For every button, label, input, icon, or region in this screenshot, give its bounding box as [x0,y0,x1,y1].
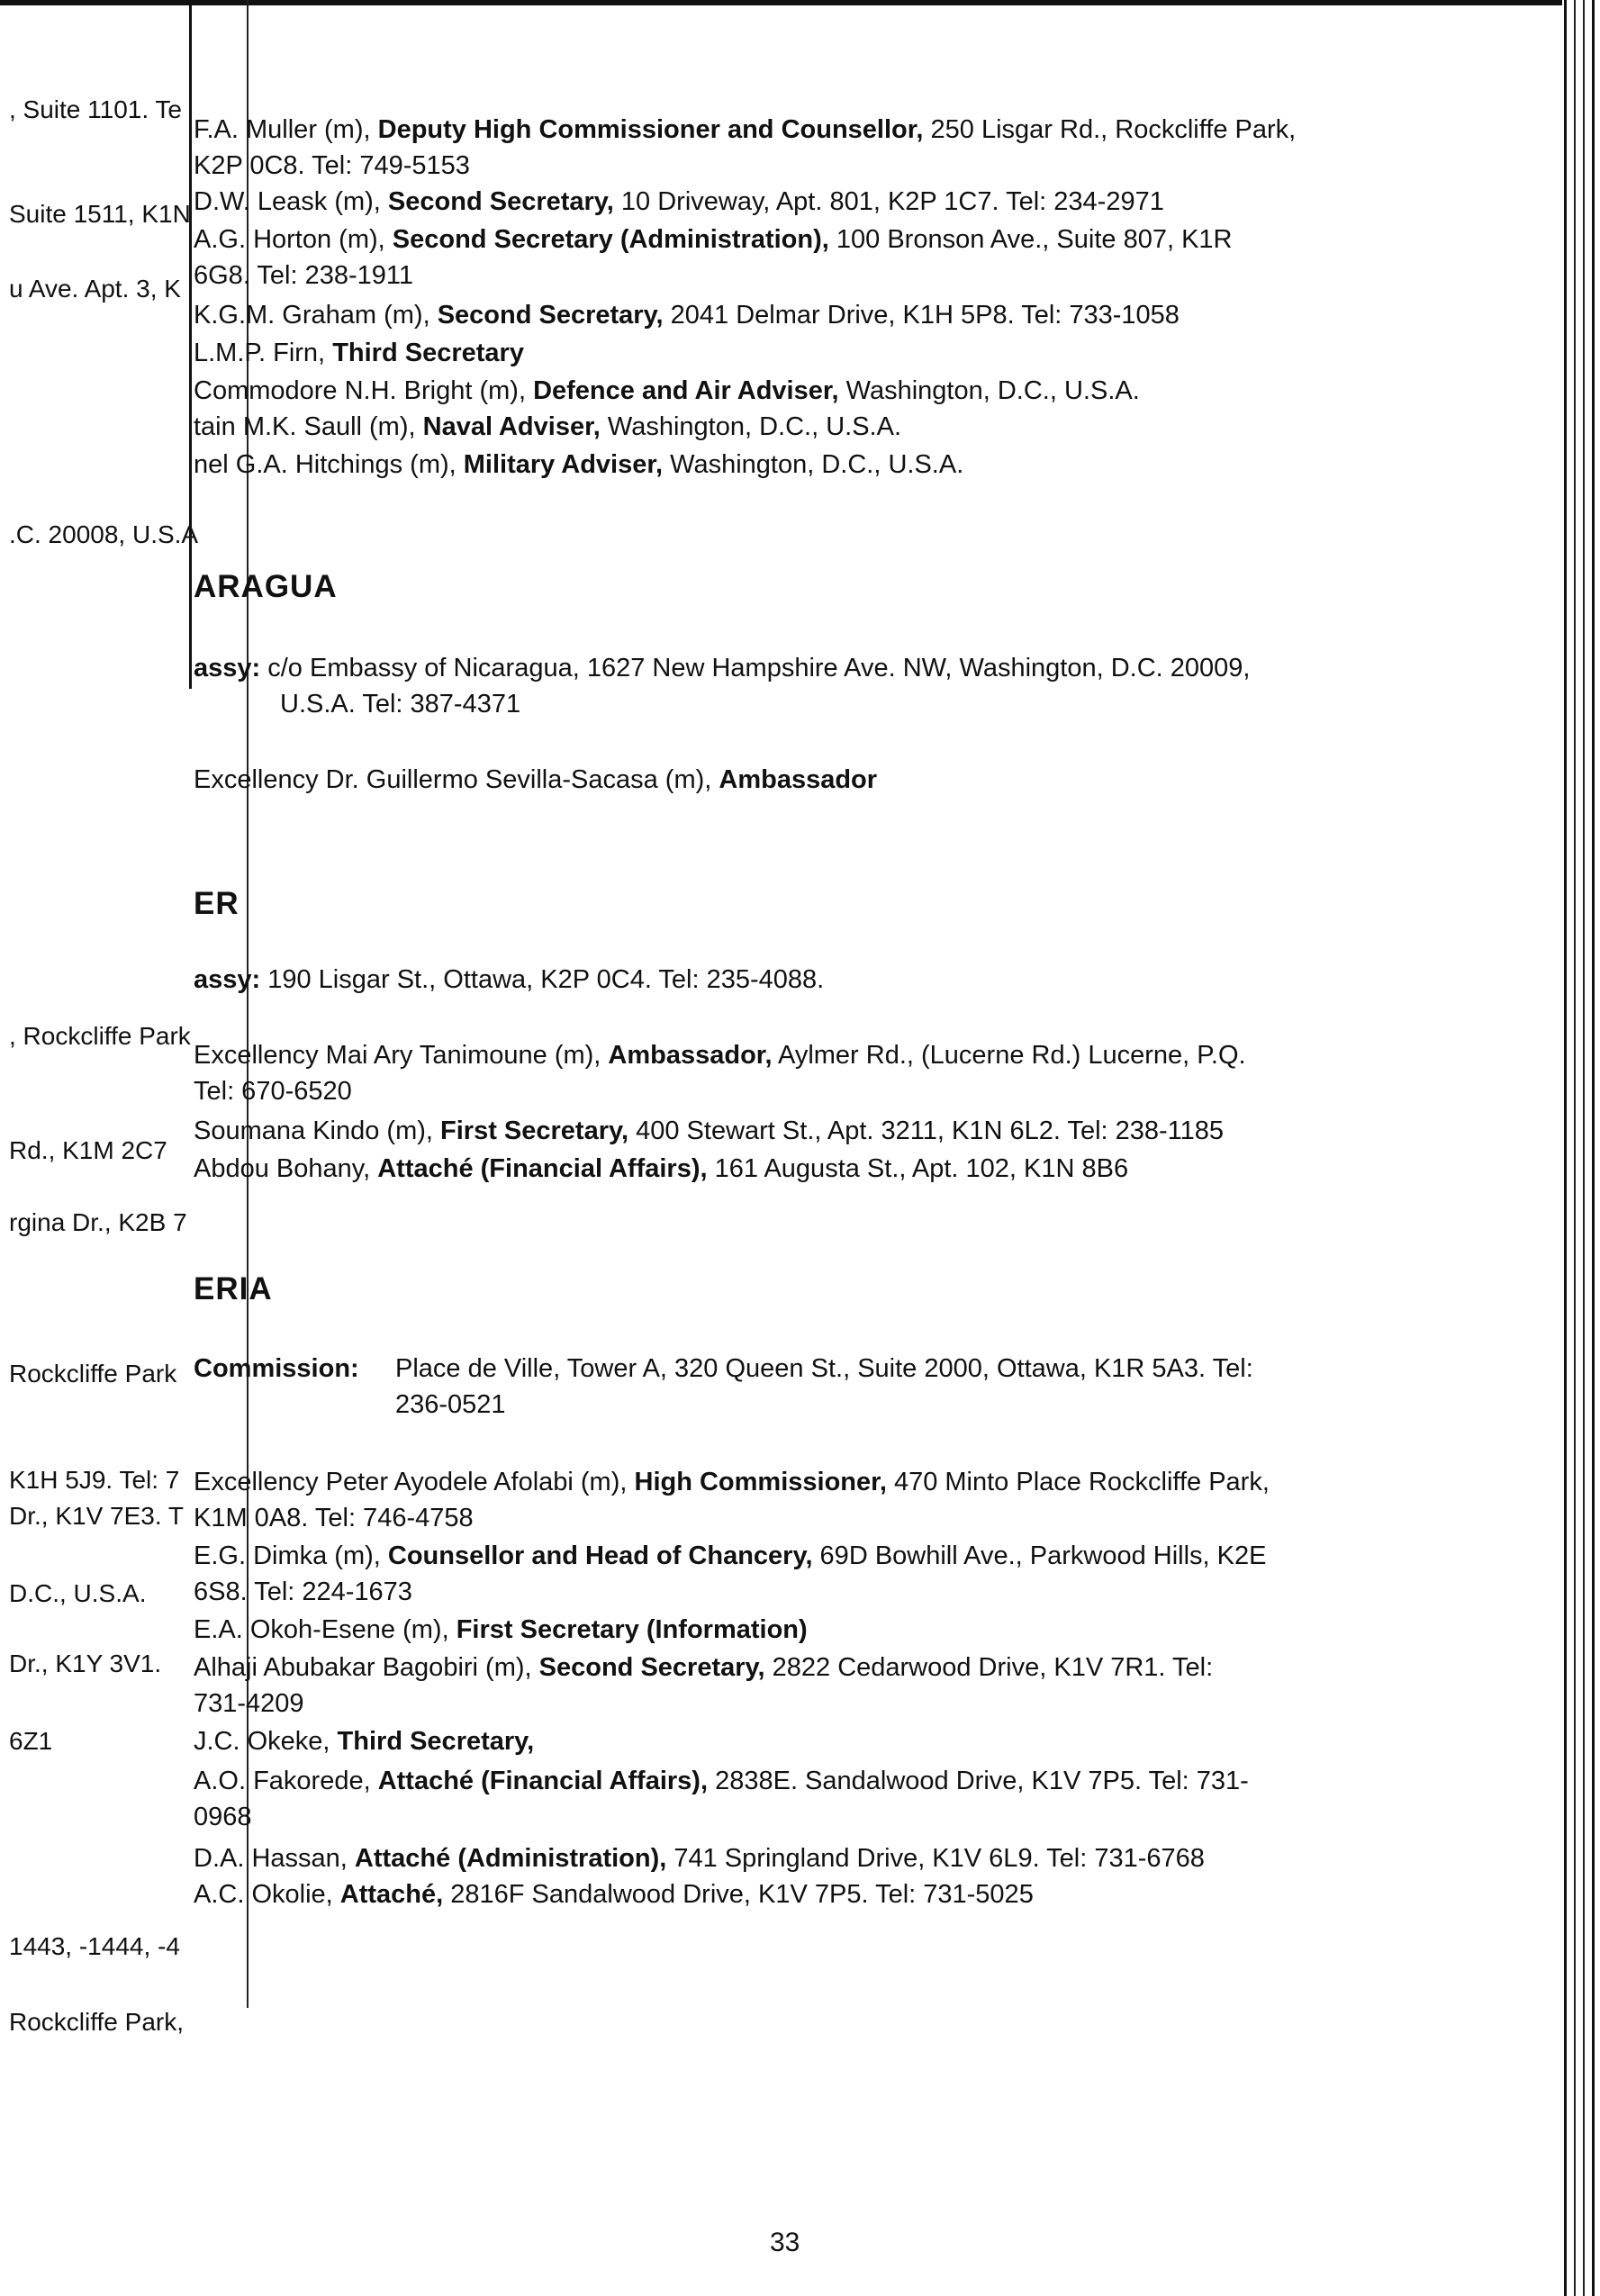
right-edge-line [1574,0,1576,2296]
embassy-address: assy: 190 Lisgar St., Ottawa, K2P 0C4. Tel: 235-4088. [194,965,825,994]
left-fragment: Dr., K1Y 3V1. [9,1650,162,1677]
left-fragment: K1H 5J9. Tel: 7 [9,1466,180,1494]
staff-entry: J.C. Okeke, Third Secretary, [194,1727,535,1756]
staff-entry: L.M.P. Firn, Third Secretary [194,339,524,367]
staff-entry: Excellency Dr. Guillermo Sevilla-Sacasa (m), Ambassador [194,765,878,794]
left-fragment: 6Z1 [9,1727,53,1755]
left-fragment: Rockcliffe Park [9,1360,177,1388]
staff-entry: D.A. Hassan, Attaché (Administration), 741 Springland Drive, K1V 6L9. Tel: 731-6768 [194,1844,1205,1873]
commission-address: Commission: Place de Ville, Tower A, 320 Queen St., Suite 2000, Ottawa, K1R 5A3. Tel: 236-0521 [194,1354,1253,1419]
staff-entry: Commodore N.H. Bright (m), Defence and Air Adviser, Washington, D.C., U.S.A. [194,376,1140,405]
left-fragment: , Rockcliffe Park [9,1022,191,1050]
staff-entry: Alhaji Abubakar Bagobiri (m), Second Secretary, 2822 Cedarwood Drive, K1V 7R1. Tel: 731-4209 [194,1653,1214,1718]
staff-entry: Abdou Bohany, Attaché (Financial Affairs), 161 Augusta St., Apt. 102, K1N 8B6 [194,1154,1129,1183]
page-number: 33 [770,2228,800,2257]
staff-entry: tain M.K. Saull (m), Naval Adviser, Washington, D.C., U.S.A. [194,412,901,441]
left-fragment: Dr., K1V 7E3. T [9,1502,185,1530]
staff-entry: Excellency Peter Ayodele Afolabi (m), High Commissioner, 470 Minto Place Rockcliffe Park, K1M 0A8. Tel: 746-4758 [194,1468,1270,1532]
right-edge-line [1592,0,1595,2296]
left-fragment: 1443, -1444, -4 [9,1932,180,1960]
staff-entry: Excellency Mai Ary Tanimoune (m), Ambassador, Aylmer Rd., (Lucerne Rd.) Lucerne, P.Q. Tel: 670-6520 [194,1041,1246,1106]
left-fragment: Suite 1511, K1N [9,200,191,228]
staff-entry: A.C. Okolie, Attaché, 2816F Sandalwood Drive, K1V 7P5. Tel: 731-5025 [194,1880,1034,1909]
left-fragment: Rd., K1M 2C7 [9,1136,167,1164]
left-fragment: D.C., U.S.A. [9,1579,147,1607]
staff-entry: F.A. Muller (m), Deputy High Commissioner and Counsellor, 250 Lisgar Rd., Rockcliffe Park, K2P 0C8. Tel: 749-5153 [194,115,1297,180]
staff-entry: E.G. Dimka (m), Counsellor and Head of Chancery, 69D Bowhill Ave., Parkwood Hills, K2E 6S8. Tel: 224-1673 [194,1541,1267,1606]
left-fragment: Rockcliffe Park, [9,2008,184,2036]
staff-entry: K.G.M. Graham (m), Second Secretary, 2041 Delmar Drive, K1H 5P8. Tel: 733-1058 [194,301,1180,330]
staff-entry: A.O. Fakorede, Attaché (Financial Affairs), 2838E. Sandalwood Drive, K1V 7P5. Tel: 731- 0968 [194,1767,1249,1831]
left-fragment: .C. 20008, U.S.A [9,520,199,548]
country-heading: ER [194,886,240,921]
country-heading: ERIA [194,1271,273,1306]
right-edge-line [1564,0,1567,2296]
right-edge-line [1583,0,1585,2296]
staff-entry: D.W. Leask (m), Second Secretary, 10 Driveway, Apt. 801, K2P 1C7. Tel: 234-2971 [194,187,1164,216]
country-heading: ARAGUA [194,569,338,604]
staff-entry: A.G. Horton (m), Second Secretary (Administration), 100 Bronson Ave., Suite 807, K1R 6G8. Tel: 238-1911 [194,225,1233,290]
embassy-address: assy: c/o Embassy of Nicaragua, 1627 New Hampshire Ave. NW, Washington, D.C. 20009, U.S.A. Tel: 387-4371 [194,654,1251,719]
left-fragment: , Suite 1101. Te [9,95,182,123]
staff-entry: nel G.A. Hitchings (m), Military Adviser, Washington, D.C., U.S.A. [194,450,964,479]
staff-entry: Soumana Kindo (m), First Secretary, 400 Stewart St., Apt. 3211, K1N 6L2. Tel: 238-1185 [194,1116,1225,1145]
left-fragment: rgina Dr., K2B 7 [9,1208,187,1236]
top-edge-bar [0,0,1562,5]
left-fragment: u Ave. Apt. 3, K [9,275,181,303]
staff-entry: E.A. Okoh-Esene (m), First Secretary (Information) [194,1615,808,1644]
